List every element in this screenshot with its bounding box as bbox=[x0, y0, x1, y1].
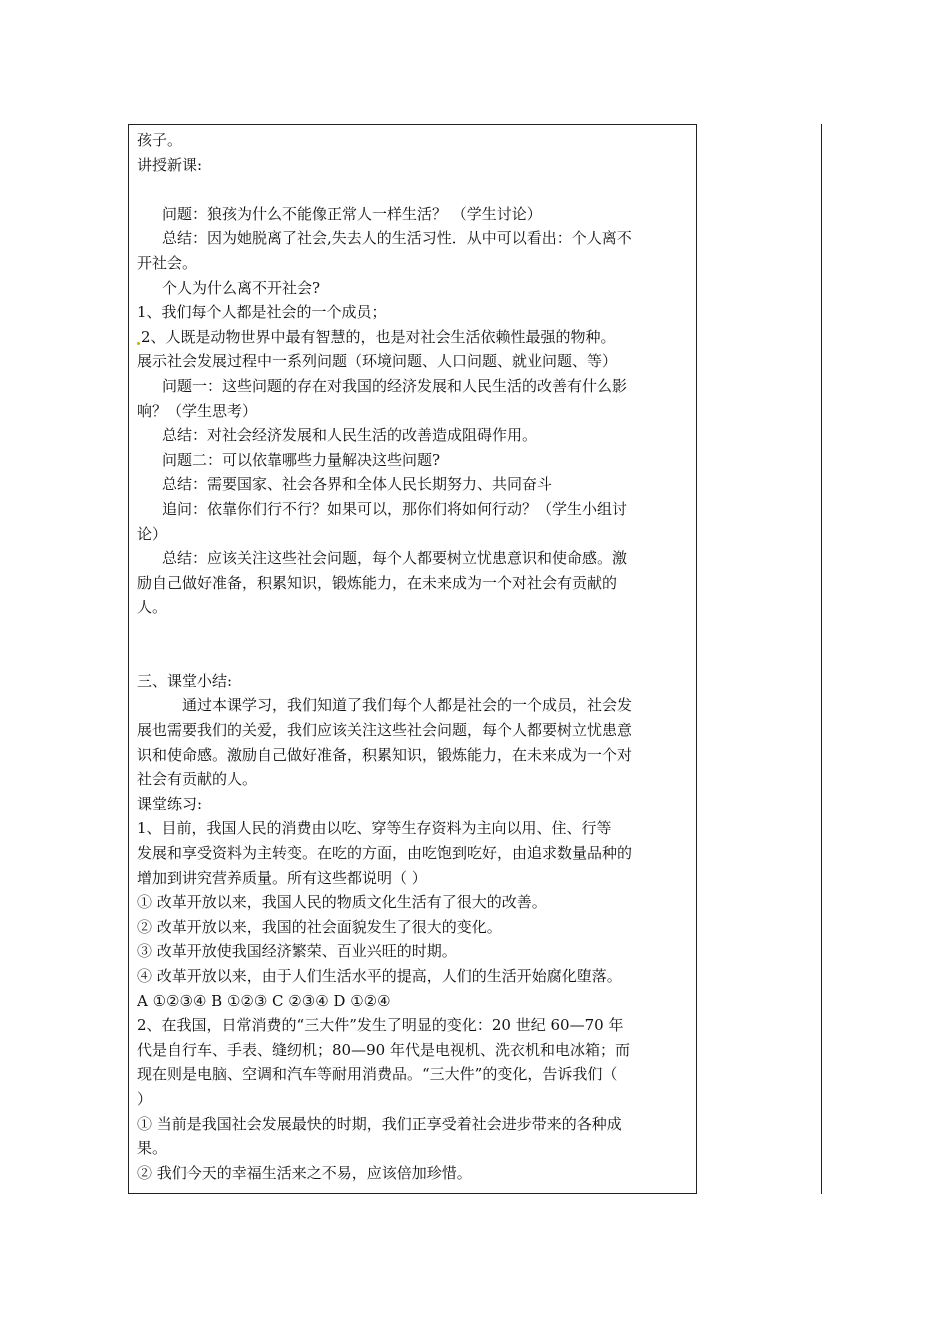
summary-paragraph: 识和使命感。激励自己做好准备，积累知识，锻炼能力，在未来成为一个对 bbox=[137, 745, 633, 764]
follow-up-question: 追问：依靠你们行不行？如果可以，那你们将如何行动？（学生小组讨 bbox=[162, 499, 628, 518]
blank-line bbox=[137, 177, 693, 202]
exercise-1: 发展和享受资料为主转变。在吃的方面，由吃饱到吃好，由追求数量品种的 bbox=[137, 844, 633, 863]
exercise-2-option: ② 我们今天的幸福生活来之不易，应该倍加珍惜。 bbox=[137, 1163, 472, 1182]
question-wolf-child: 问题：狼孩为什么不能像正常人一样生活？ （学生讨论） bbox=[162, 204, 542, 223]
point-1: 1、我们每个人都是社会的一个成员； bbox=[137, 303, 387, 322]
text-line: 励自己做好准备，积累知识，锻炼能力，在未来成为一个对社会有贡献的 bbox=[137, 573, 618, 592]
summary-paragraph: 通过本课学习，我们知道了我们每个人都是社会的一个成员，社会发 bbox=[182, 696, 633, 715]
question-one: 问题一：这些问题的存在对我国的经济发展和人民生活的改善有什么影 bbox=[162, 376, 628, 395]
point-2 bbox=[137, 325, 693, 350]
text-line: 响？（学生思考） bbox=[137, 401, 258, 420]
exercise-1: 1、目前，我国人民的消费由以吃、穿等生存资料为主向以用、住、行等 bbox=[137, 819, 612, 838]
right-margin-rule bbox=[821, 124, 822, 1194]
exercise-1-option: ④ 改革开放以来，由于人们生活水平的提高，人们的生活开始腐化堕落。 bbox=[137, 967, 622, 985]
highlight-mark bbox=[137, 342, 140, 345]
question-line: 个人为什么离不开社会? bbox=[162, 278, 321, 297]
section-heading-new-lesson: 讲授新课: bbox=[137, 155, 203, 174]
question-two: 问题二：可以依靠哪些力量解决这些问题? bbox=[162, 450, 441, 469]
text-line: 孩子。 bbox=[137, 131, 183, 149]
summary-line: 总结：需要国家、社会各界和全体人民长期努力、共同奋斗 bbox=[162, 475, 553, 494]
summary-line: 开社会。 bbox=[137, 253, 198, 272]
exercise-2-option: ① 当前是我国社会发展最快的时期，我们正享受着社会进步带来的各种成 bbox=[137, 1114, 622, 1133]
exercise-1-option: ② 改革开放以来，我国的社会面貌发生了很大的变化。 bbox=[137, 917, 502, 936]
exercise-2: ） bbox=[137, 1089, 153, 1108]
exercise-1: 增加到讲究营养质量。所有这些都说明（ ） bbox=[137, 868, 427, 887]
exercise-1-option: ③ 改革开放使我国经济繁荣、百业兴旺的时期。 bbox=[137, 942, 457, 961]
summary-line: 总结：因为她脱离了社会,失去人的生活习性．从中可以看出：个人离不 bbox=[162, 229, 632, 248]
summary-paragraph: 社会有贡献的人。 bbox=[137, 770, 258, 789]
summary-line: 总结：应该关注这些社会问题，每个人都要树立忧患意识和使命感。激 bbox=[162, 549, 628, 568]
text-line: 人。 bbox=[137, 598, 168, 617]
section-heading-exercises: 课堂练习: bbox=[137, 794, 203, 813]
text-line: 论） bbox=[137, 524, 168, 543]
exercise-2: 2、在我国，日常消费的“三大件”发生了明显的变化：20 世纪 60—70 年 bbox=[137, 1016, 624, 1035]
exercise-2: 代是自行车、手表、缝纫机；80—90 年代是电视机、洗衣机和电冰箱；而 bbox=[137, 1040, 630, 1059]
lesson-content bbox=[137, 128, 693, 1185]
exercise-1-option: ① 改革开放以来，我国人民的物质文化生活有了很大的改善。 bbox=[137, 893, 547, 912]
summary-line: 总结：对社会经济发展和人民生活的改善造成阻碍作用。 bbox=[162, 426, 538, 445]
summary-paragraph: 展也需要我们的关爱，我们应该关注这些社会问题，每个人都要树立忧患意 bbox=[137, 721, 633, 740]
exercise-1-answers: A ①②③④ B ①②③ C ②③④ D ①②④ bbox=[137, 991, 391, 1010]
point-2-text: 2、人既是动物世界中最有智慧的，也是对社会生活依赖性最强的物种。 bbox=[141, 327, 616, 346]
exercise-2-option: 果。 bbox=[137, 1139, 168, 1158]
blank-line bbox=[137, 620, 693, 669]
text-line: 展示社会发展过程中一系列问题（环境问题、人口问题、就业问题、等） bbox=[137, 352, 618, 371]
exercise-2: 现在则是电脑、空调和汽车等耐用消费品。“三大件”的变化，告诉我们（ bbox=[137, 1065, 618, 1084]
section-heading-class-summary: 三、课堂小结: bbox=[137, 671, 233, 690]
